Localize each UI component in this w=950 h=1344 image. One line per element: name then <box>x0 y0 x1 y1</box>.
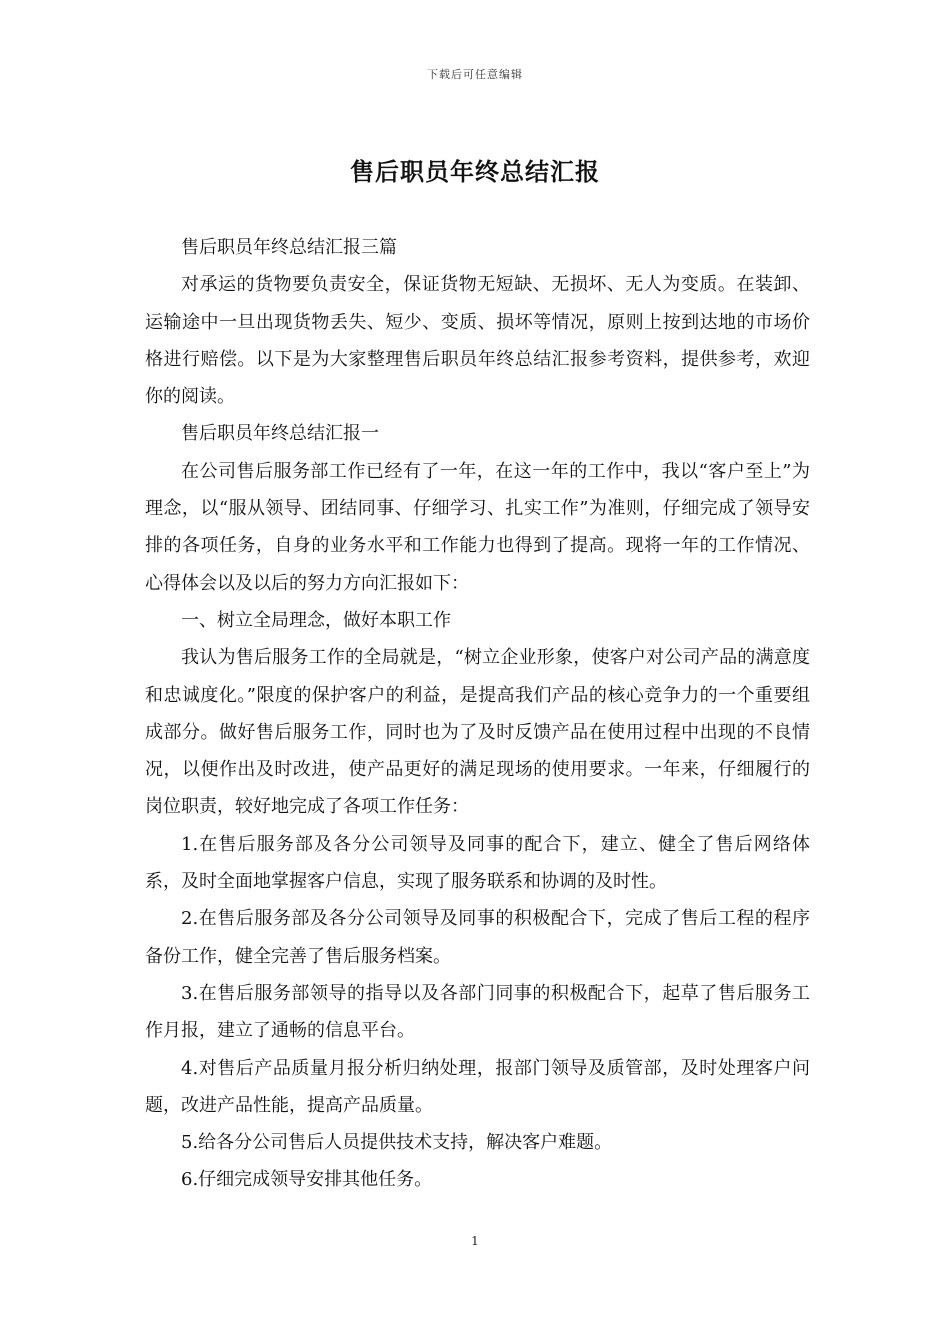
report-one-paragraph: 在公司售后服务部工作已经有了一年，在这一年的工作中，我以“客户至上”为理念，以“服从领导、团结同事、仔细学习、扎实工作”为准则，仔细完成了领导安排的各项任务，自身的业务水平和工作能力也得到了提高。现将一年的工作情况、心得体会以及以后的努力方向汇报如下： <box>145 460 810 594</box>
subtitle-paragraph: 售后职员年终总结汇报三篇 <box>181 237 397 258</box>
document-body <box>145 229 810 1199</box>
section-heading-report-one: 售后职员年终总结汇报一 <box>181 423 379 445</box>
list-item-1: 1.在售后服务部及各分公司领导及同事的配合下，建立、健全了售后网络体系，及时全面地掌握客户信息，实现了服务联系和协调的及时性。 <box>145 833 810 893</box>
intro-paragraph: 对承运的货物要负责安全，保证货物无短缺、无损坏、无人为变质。在装卸、运输途中一旦出现货物丢失、短少、变质、损坏等情况，原则上按到达地的市场价格进行赔偿。以下是为大家整理售后职员年终总结汇报参考资料，提供参考，欢迎你的阅读。 <box>145 274 810 408</box>
page-header-note: 下载后可任意编辑 <box>427 68 523 81</box>
global-concept-paragraph: 我认为售后服务工作的全局就是，“树立企业形象，使客户对公司产品的满意度和忠诚度化。”限度的保护客户的利益，是提高我们产品的核心竞争力的一个重要组成部分。做好售后服务工作，同时也为了及时反馈产品在使用过程中出现的不良情况，以便作出及时改进，使产品更好的满足现场的使用要求。一年来，仔细履行的岗位职责，较好地完成了各项工作任务： <box>145 647 810 818</box>
page-number: 1 <box>471 1234 479 1248</box>
list-item-4: 4.对售后产品质量月报分析归纳处理，报部门领导及质管部，及时处理客户问题，改进产品性能，提高产品质量。 <box>145 1057 810 1116</box>
list-item-5: 5.给各分公司售后人员提供技术支持，解决客户难题。 <box>181 1132 613 1154</box>
list-item-6: 6.仔细完成领导安排其他任务。 <box>181 1169 433 1191</box>
list-item-2: 2.在售后服务部及各分公司领导及同事的积极配合下，完成了售后工程的程序备份工作，健全完善了售后服务档案。 <box>145 908 810 967</box>
document-title: 售后职员年终总结汇报 <box>350 157 600 186</box>
list-item-3: 3.在售后服务部领导的指导以及各部门同事的积极配合下，起草了售后服务工作月报，建立了通畅的信息平台。 <box>145 982 810 1042</box>
section-heading-global-concept: 一、树立全局理念，做好本职工作 <box>181 609 451 631</box>
